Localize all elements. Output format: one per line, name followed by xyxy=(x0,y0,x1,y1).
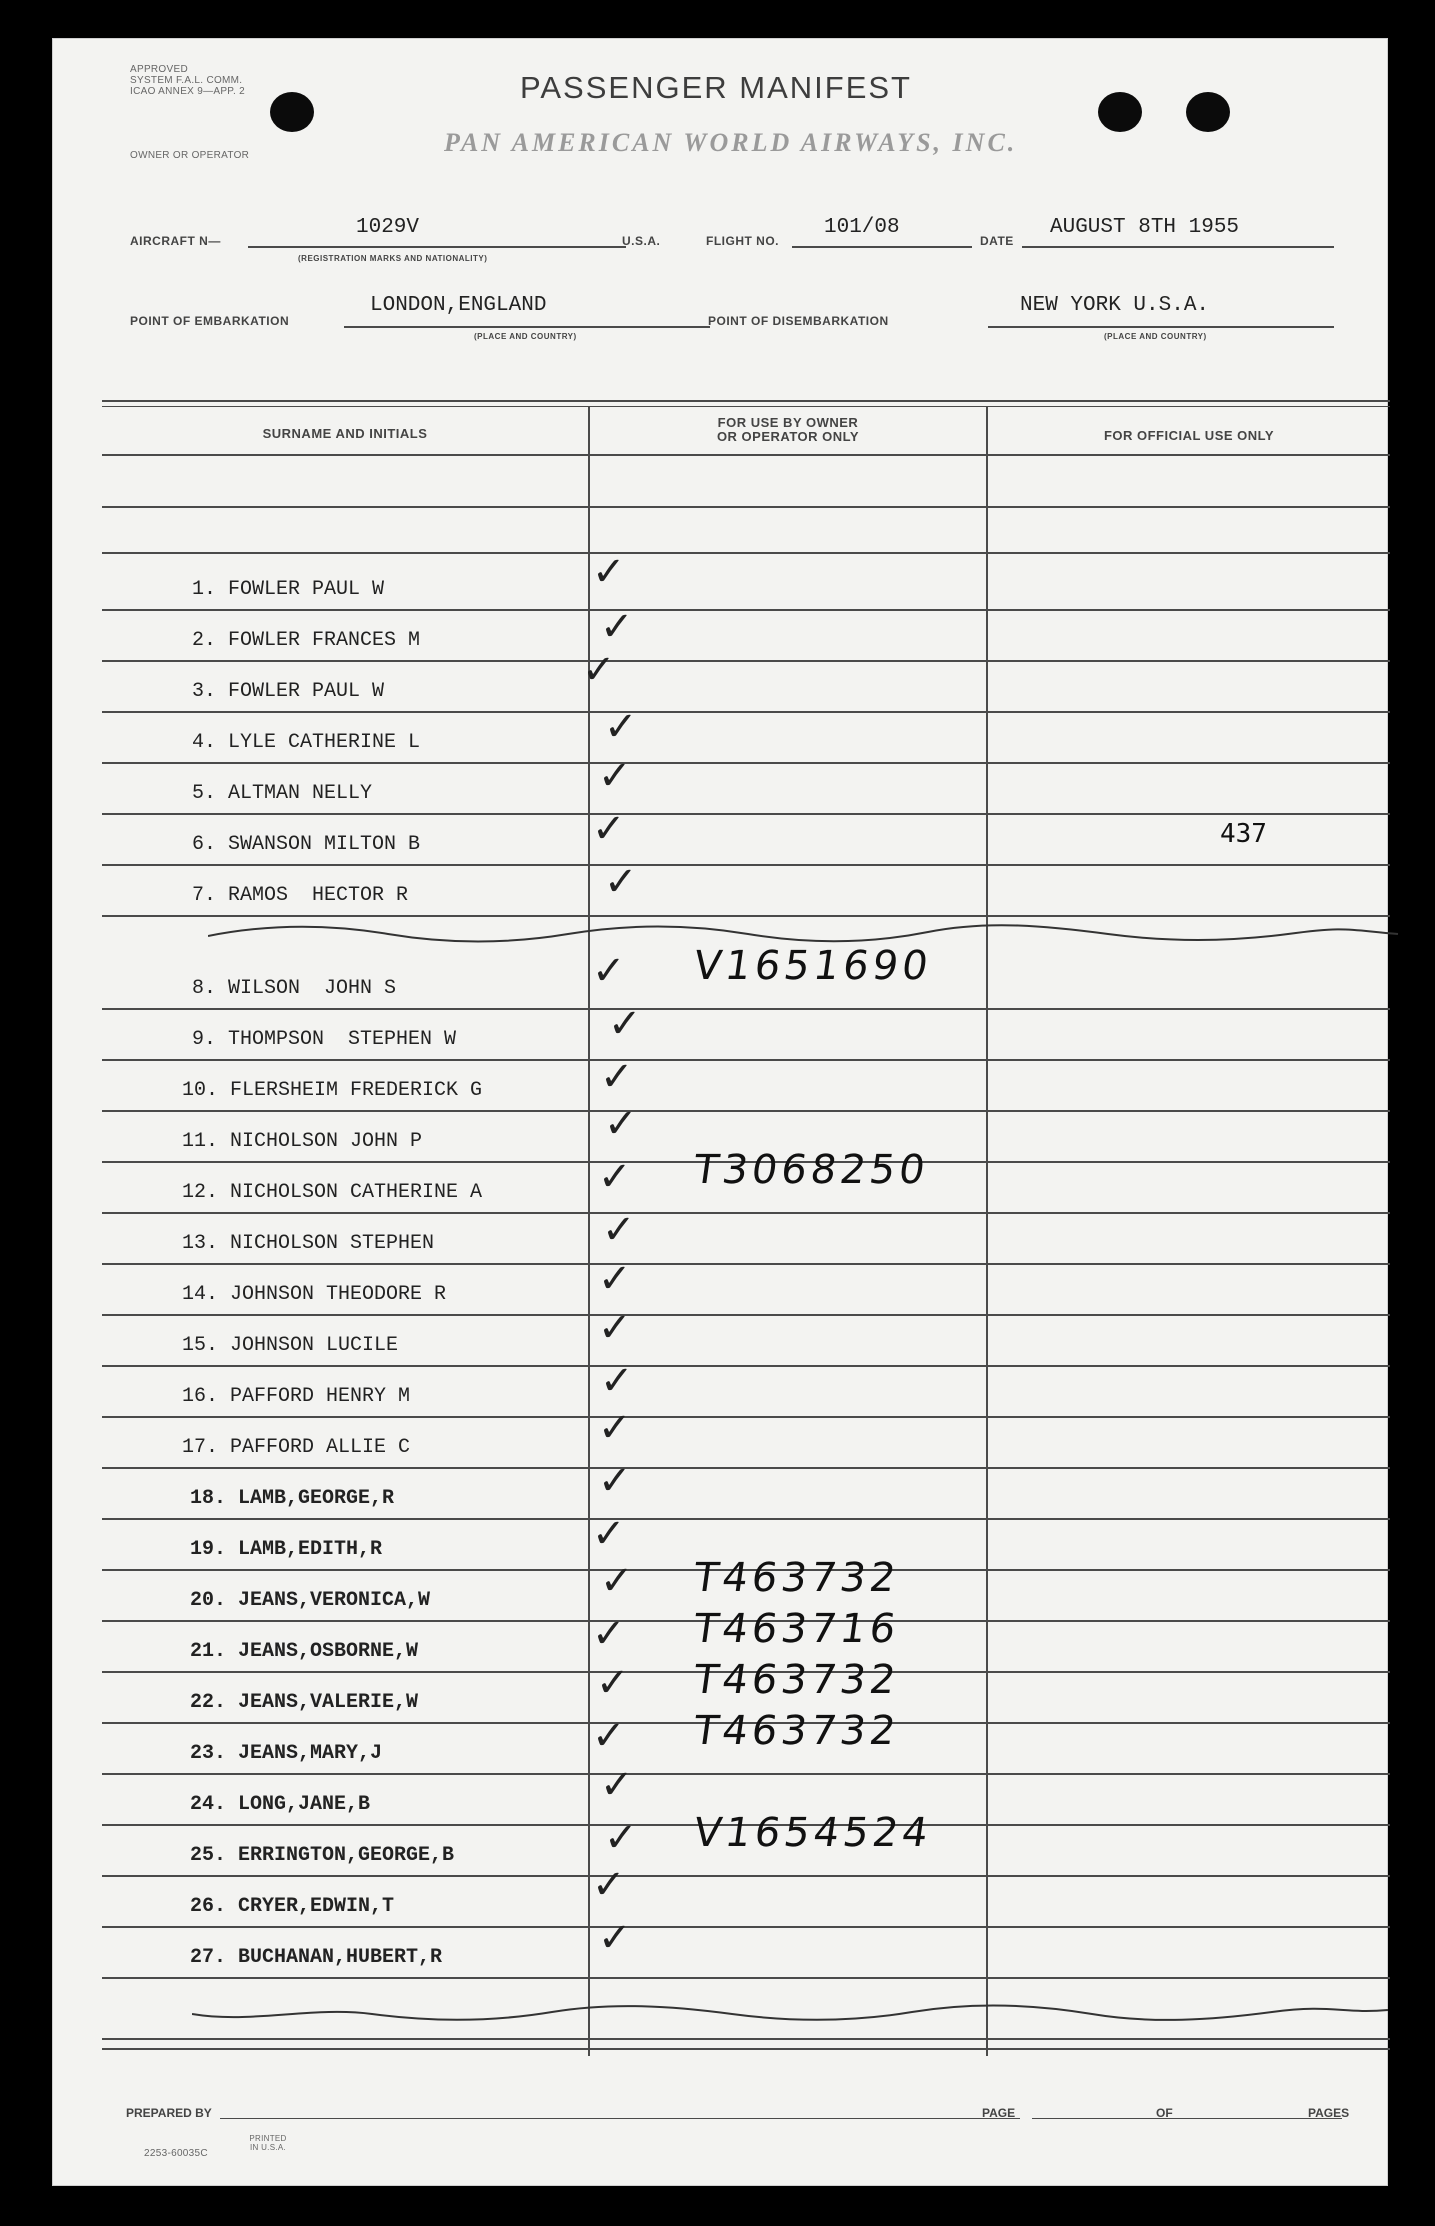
passenger-row xyxy=(102,1405,1390,1469)
checkmark-icon: ✓ xyxy=(592,1713,626,1759)
owner-operator-label: OWNER OR OPERATOR xyxy=(130,150,250,161)
operator-note: T463716 xyxy=(690,1606,903,1652)
approval-block xyxy=(130,64,245,97)
date-value: AUGUST 8TH 1955 xyxy=(1050,216,1240,239)
checkmark-icon: ✓ xyxy=(592,1611,626,1657)
checkmark-icon: ✓ xyxy=(600,1558,634,1604)
passenger-name: 4. LYLE CATHERINE L xyxy=(192,731,421,754)
passenger-row xyxy=(102,1147,1390,1214)
official-note: 437 xyxy=(1220,819,1267,849)
passenger-row xyxy=(102,1458,1390,1520)
prepared-by-line xyxy=(220,2118,1020,2119)
page-title: PASSENGER MANIFEST xyxy=(520,70,912,105)
passenger-row xyxy=(102,806,1390,866)
checkmark-icon: ✓ xyxy=(604,1815,638,1861)
checkmark-icon: ✓ xyxy=(598,1405,632,1451)
checkmark-icon: ✓ xyxy=(604,1101,638,1147)
checkmark-icon: ✓ xyxy=(592,948,626,994)
passenger-name: 2. FOWLER FRANCES M xyxy=(192,629,421,652)
date-label: DATE xyxy=(980,234,1014,248)
passenger-row xyxy=(102,1862,1390,1928)
checkmark-icon: ✓ xyxy=(602,1207,636,1253)
aircraft-label: AIRCRAFT N— xyxy=(130,234,221,248)
passenger-row xyxy=(102,1207,1390,1265)
passenger-row xyxy=(102,753,1390,815)
passenger-name: 20. JEANS,VERONICA,W xyxy=(190,1589,431,1612)
passenger-name: 24. LONG,JANE,B xyxy=(190,1793,371,1816)
checkmark-icon: ✓ xyxy=(598,1154,632,1200)
passenger-name: 10. FLERSHEIM FREDERICK G xyxy=(182,1079,483,1102)
passenger-name: 8. WILSON JOHN S xyxy=(192,977,397,1000)
passenger-row xyxy=(102,943,1390,1010)
embarkation-value: LONDON,ENGLAND xyxy=(370,294,547,317)
header-rule xyxy=(102,454,1390,456)
passenger-name: 27. BUCHANAN,HUBERT,R xyxy=(190,1946,443,1969)
aircraft-underline xyxy=(248,246,626,248)
pages-label: PAGES xyxy=(1308,2106,1350,2120)
approval-line: ICAO ANNEX 9—APP. 2 xyxy=(130,86,246,97)
disembarkation-sub: (PLACE AND COUNTRY) xyxy=(1104,332,1207,341)
passenger-row xyxy=(102,1001,1390,1061)
carrier-name: PAN AMERICAN WORLD AIRWAYS, INC. xyxy=(444,128,1018,157)
passenger-row xyxy=(102,1305,1390,1367)
passenger-name: 18. LAMB,GEORGE,R xyxy=(190,1487,395,1510)
operator-note: T3068250 xyxy=(690,1147,932,1193)
passenger-name: 23. JEANS,MARY,J xyxy=(190,1742,383,1765)
approval-line: SYSTEM F.A.L. COMM. xyxy=(130,75,243,86)
page-label: PAGE xyxy=(982,2106,1016,2120)
passenger-row xyxy=(102,1915,1390,1979)
header-operator xyxy=(590,416,986,444)
disembarkation-underline xyxy=(988,326,1334,328)
operator-note: T463732 xyxy=(690,1708,903,1754)
passenger-name: 14. JOHNSON THEODORE R xyxy=(182,1283,447,1306)
checkmark-icon: ✓ xyxy=(604,859,638,905)
checkmark-icon: ✓ xyxy=(592,806,626,852)
passenger-name: 16. PAFFORD HENRY M xyxy=(182,1385,411,1408)
passenger-name: 13. NICHOLSON STEPHEN xyxy=(182,1232,435,1255)
passenger-name: 1. FOWLER PAUL W xyxy=(192,578,385,601)
flight-value: 101/08 xyxy=(824,216,900,239)
passenger-name: 26. CRYER,EDWIN,T xyxy=(190,1895,395,1918)
disembarkation-label: POINT OF DISEMBARKATION xyxy=(708,314,889,328)
checkmark-icon: ✓ xyxy=(592,549,626,595)
checkmark-icon: ✓ xyxy=(598,753,632,799)
table-bottom-rule xyxy=(102,2038,1390,2040)
disembarkation-value: NEW YORK U.S.A. xyxy=(1020,294,1210,317)
header-names: SURNAME AND INITIALS xyxy=(262,426,428,441)
form-number: 2253-60035C xyxy=(144,2148,208,2159)
page-line xyxy=(1032,2118,1202,2119)
passenger-row xyxy=(102,1708,1390,1775)
checkmark-icon: ✓ xyxy=(582,647,616,693)
checkmark-icon: ✓ xyxy=(598,1915,632,1961)
passenger-name: 11. NICHOLSON JOHN P xyxy=(182,1130,423,1153)
punch-hole xyxy=(1098,92,1142,132)
operator-note: T463732 xyxy=(690,1555,903,1601)
passenger-name: 17. PAFFORD ALLIE C xyxy=(182,1436,411,1459)
passenger-row xyxy=(102,549,1390,611)
passenger-name: 5. ALTMAN NELLY xyxy=(192,782,373,805)
country-label: U.S.A. xyxy=(622,234,661,248)
operator-note: T463732 xyxy=(690,1657,903,1703)
table-top-rule xyxy=(102,400,1390,402)
aircraft-sub: (REGISTRATION MARKS AND NATIONALITY) xyxy=(298,254,488,263)
checkmark-icon: ✓ xyxy=(608,1001,642,1047)
embarkation-label: POINT OF EMBARKATION xyxy=(130,314,290,328)
passenger-row xyxy=(102,1358,1390,1418)
prepared-by-label: PREPARED BY xyxy=(126,2106,212,2120)
checkmark-icon: ✓ xyxy=(598,1256,632,1302)
passenger-name: 22. JEANS,VALERIE,W xyxy=(190,1691,419,1714)
passenger-name: 6. SWANSON MILTON B xyxy=(192,833,421,856)
checkmark-icon: ✓ xyxy=(592,1511,626,1557)
passenger-row xyxy=(102,859,1390,917)
passenger-name: 19. LAMB,EDITH,R xyxy=(190,1538,383,1561)
passenger-row xyxy=(102,647,1390,713)
aircraft-value: 1029V xyxy=(356,216,420,239)
passenger-name: 9. THOMPSON STEPHEN W xyxy=(192,1028,457,1051)
approval-line: APPROVED xyxy=(130,64,188,75)
header-operator-line: OR OPERATOR ONLY xyxy=(716,429,860,444)
passenger-row xyxy=(102,604,1390,662)
embarkation-sub: (PLACE AND COUNTRY) xyxy=(474,332,577,341)
passenger-name: 21. JEANS,OSBORNE,W xyxy=(190,1640,419,1663)
blank-row-rule xyxy=(102,506,1390,508)
passenger-row xyxy=(102,704,1390,764)
punch-hole xyxy=(270,92,314,132)
table-top-rule xyxy=(102,406,1390,407)
passenger-row xyxy=(102,1054,1390,1112)
passenger-row xyxy=(102,1256,1390,1316)
passenger-name: 12. NICHOLSON CATHERINE A xyxy=(182,1181,483,1204)
operator-note: V1654524 xyxy=(690,1810,935,1856)
checkmark-icon: ✓ xyxy=(596,1660,630,1706)
checkmark-icon: ✓ xyxy=(598,1305,632,1351)
punch-hole xyxy=(1186,92,1230,132)
passenger-name: 25. ERRINGTON,GEORGE,B xyxy=(190,1844,455,1867)
passenger-name: 15. JOHNSON LUCILE xyxy=(182,1334,399,1357)
embarkation-underline xyxy=(344,326,710,328)
printed-mark: PRINTED IN U.S.A. xyxy=(249,2134,287,2152)
manifest-sheet xyxy=(52,38,1388,2186)
checkmark-icon: ✓ xyxy=(600,604,634,650)
header-official: FOR OFFICIAL USE ONLY xyxy=(1103,428,1275,443)
flight-label: FLIGHT NO. xyxy=(706,234,779,248)
date-underline xyxy=(1022,246,1334,248)
table-bottom-rule xyxy=(102,2048,1390,2050)
checkmark-icon: ✓ xyxy=(600,1762,634,1808)
of-label: OF xyxy=(1156,2106,1173,2120)
flight-underline xyxy=(792,246,972,248)
checkmark-icon: ✓ xyxy=(592,1862,626,1908)
wavy-separator xyxy=(208,920,1408,950)
operator-note: V1651690 xyxy=(690,943,935,989)
checkmark-icon: ✓ xyxy=(598,1458,632,1504)
header-operator-line: FOR USE BY OWNER xyxy=(717,415,859,430)
passenger-row xyxy=(102,1810,1390,1877)
wavy-separator xyxy=(192,2000,1392,2030)
checkmark-icon: ✓ xyxy=(604,704,638,750)
checkmark-icon: ✓ xyxy=(600,1358,634,1404)
blank-row-rule xyxy=(102,552,1390,554)
checkmark-icon: ✓ xyxy=(600,1054,634,1100)
passenger-name: 7. RAMOS HECTOR R xyxy=(192,884,409,907)
passenger-name: 3. FOWLER PAUL W xyxy=(192,680,385,703)
